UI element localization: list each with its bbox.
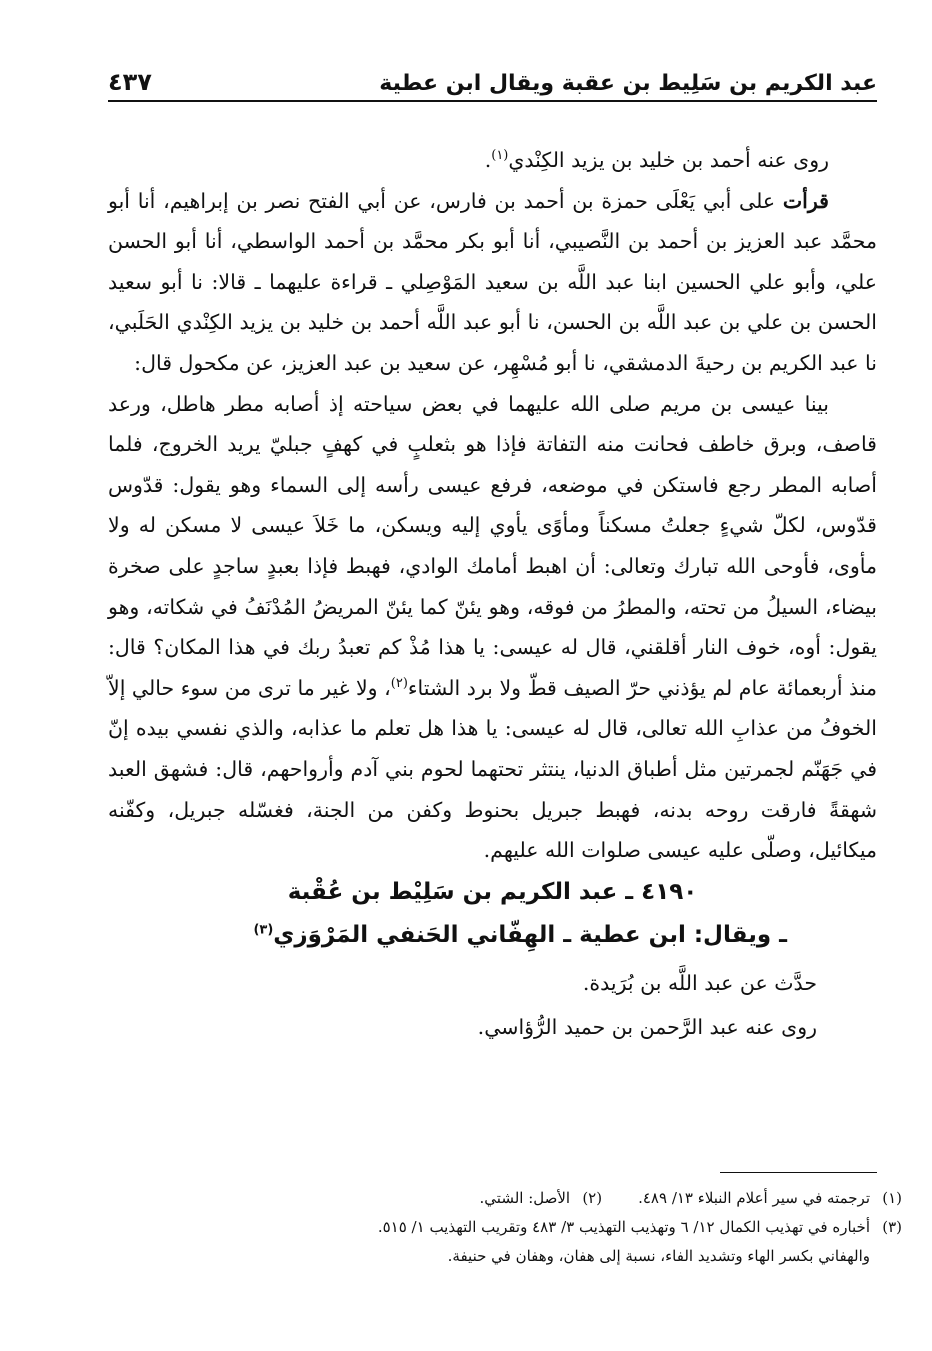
footnote-text-3: أخباره في تهذيب الكمال ١٢/ ٦ وتهذيب التهذيب ٣/ ٤٨٣ وتقريب التهذيب ١/ ٥١٥. [377,1218,870,1236]
paragraph-lead-word: قرأت [782,188,829,213]
entry-line-narrated-by: روى عنه عبد الرَّحمن بن حميد الرُّؤاسي. [477,1014,817,1039]
main-text [108,140,877,1049]
entry-body [108,961,877,1049]
footnote-text-3-continued: والهفاني بكسر الهاء وتشديد الفاء، نسبة إلى هفان، وهفان في حنيفة. [447,1247,870,1265]
paragraph-text: بينا عيسى بن مريم صلى الله عليهما في بعض سياحته إذ أصابه مطر هاطل، ورعد قاصف، وبرق خاطف فحانت منه التفاتة فإذا هو بثعلبٍ في كهفٍ جبليّ يريد الخروج، فلما أصابه المطر رجع فاستكن في موضعه، فرفع عيسى رأسه إلى السماء وهو يقول: قدّوس قدّوس، لكلّ شيءٍ جعلتُ مسكناً ومأوًى يأوي إليه ويسكن، ما خَلاَ عيسى لا مسكن له ولا مأوى، فأوحى الله تبارك وتعالى: أن اهبط أمامك الوادي، فهبط فإذا بعبدٍ ساجدٍ على صخرة بيضاء، السيلُ من تحته، والمطرُ من فوقه، وهو يئنّ كما يئنّ المريضُ المُدْنَفُ في شكاته، وهو يقول: أوه، خوف النار أقلقني، قال له عيسى: يا هذا مُذْ كم تعبدُ ربك في هذا المكان؟ قال: منذ أربعمائة عام لم يؤذني حرّ الصيف قطّ ولا برد الشتاء [108,391,877,700]
paragraph-text-continued: ، ولا غير ما ترى من سوء حالي إلاّ الخوفُ من عذابِ الله تعالى، قال له عيسى: يا هذا هل تعلم ما عذابه، والذي نفسي بيده إنّ في جَهَنّم لجمرتين مثل أطباق الدنيا، ينتثر تحتهما لحوم بني آدم وأرواحهم، قال: فشهق العبد شهقةً فارقت روحه بدنه، فهبط جبريل بحنوط وكفن من الجنة، فغسّله جبريل، وكفّنه ميكائيل، وصلّى عليه عيسى صلوات الله عليهم. [108,675,877,863]
running-header [108,62,877,102]
footnote-ref-3: (٣) [253,922,274,938]
entry-line-narrated-from: حدَّث عن عبد اللَّه بن بُرَيدة. [582,970,817,995]
footnote-ref-1: (١) [491,148,509,164]
footnote-number-2: (٢) [582,1189,603,1207]
entry-heading-sub [108,914,877,957]
footnote-number-1: (١) [882,1189,902,1207]
paragraph-story [108,384,877,871]
paragraph-narrators [108,140,877,181]
entry-heading-line2: ـ ويقال: ابن عطية ـ الهِفّاني الحَنفي المَرْوَزي [273,921,787,948]
running-title: عبد الكريم بن سَلِيط بن عقبة ويقال ابن عطية [379,71,877,96]
footnote-row [80,1213,902,1242]
footnote-ref-2: (٢) [390,675,408,691]
footnotes [80,1184,902,1271]
page-number: ٤٣٧ [108,68,152,96]
paragraph-isnad [108,181,877,384]
entry-heading [108,871,877,914]
paragraph-text: على أبي يَعْلَى حمزة بن أحمد بن فارس، عن أبي الفتح نصر بن إبراهيم، أنا أبو محمَّد عبد العزيز بن أحمد بن النَّصيبي، أنا أبو بكر محمَّد بن أحمد الواسطي، أنا أبو الحسن علي، وأبو علي الحسين ابنا عبد اللَّه بن سعيد المَوْصِلي ـ قراءة عليهما ـ قالا: نا أبو سعيد الحسن بن علي بن عبد اللَّه بن الحسن، نا أبو عبد اللَّه أحمد بن خليد بن يزيد الكِنْدي الحَلَبي، نا عبد الكريم بن رحيةَ الدمشقي، نا أبو مُسْهِر، عن سعيد بن عبد العزيز، عن مكحول قال: [108,188,877,375]
footnote-text-1: ترجمته في سير أعلام النبلاء ١٣/ ٤٨٩. [638,1189,870,1207]
footnote-number-3: (٣) [882,1218,902,1236]
footnote-row [80,1184,902,1213]
footnote-divider [720,1172,877,1173]
paragraph-end: . [484,148,492,172]
footnote-text-2: الأصل: الشتي. [479,1189,571,1207]
entry-heading-line1: ٤١٩٠ ـ عبد الكريم بن سَلِيْط بن عُقْبة [287,878,698,905]
paragraph-text: روى عنه أحمد بن خليد بن يزيد الكِنْدي [508,148,829,172]
